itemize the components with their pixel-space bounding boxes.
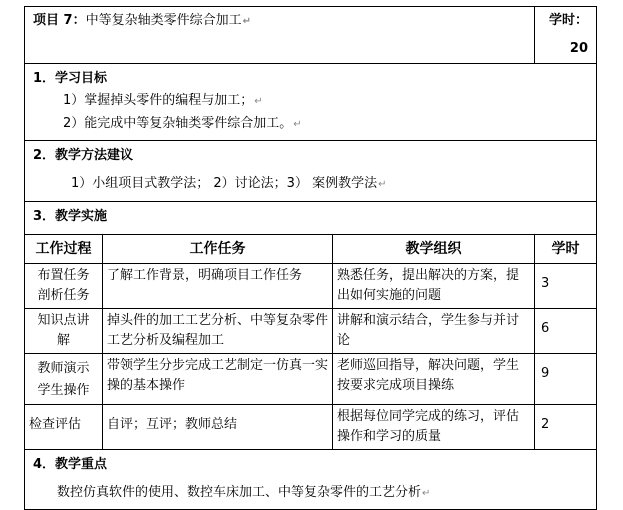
section-methods — [25, 141, 597, 202]
section-title: 1．学习目标 — [33, 71, 108, 86]
project-prefix: 项目 7： — [33, 13, 86, 28]
process-cell: 布置任务 剖析任务 — [25, 264, 103, 309]
table-row — [25, 405, 597, 450]
task-cell: 掉头件的加工工艺分析、中等复杂零件工艺分析及编程加工 — [103, 309, 333, 354]
column-header: 学时 — [535, 235, 597, 264]
hours-cell: 6 — [535, 309, 597, 354]
paragraph-mark-icon: ↵ — [242, 16, 251, 27]
hours-cell: 2 — [535, 405, 597, 450]
column-header: 教学组织 — [333, 235, 535, 264]
hours-cell: 3 — [535, 264, 597, 309]
organization-cell: 根据每位同学完成的练习，评估操作和学习的质量 — [333, 405, 535, 450]
section-objectives — [25, 64, 597, 141]
process-cell: 教师演示 学生操作 — [25, 354, 103, 405]
objective-item: 2）能完成中等复杂轴类零件综合加工。↵ — [63, 116, 302, 131]
hours-cell: 9 — [535, 354, 597, 405]
objective-item: 1）掌握掉头零件的编程与加工；↵ — [63, 93, 263, 108]
section-title: 3．教学实施 — [33, 209, 108, 224]
organization-cell: 讲解和演示结合，学生参与并讨论 — [333, 309, 535, 354]
section-implementation — [25, 202, 597, 235]
lesson-plan-table — [24, 6, 597, 510]
header-row — [25, 7, 597, 64]
organization-cell: 老师巡回指导，解决问题，学生按要求完成项目操练 — [333, 354, 535, 405]
implementation-header-row — [25, 235, 597, 264]
project-title: 中等复杂轴类零件综合加工 — [85, 13, 242, 28]
project-title-cell — [25, 7, 535, 64]
key-points-text: 数控仿真软件的使用、数控车床加工、中等复杂零件的工艺分析↵ — [57, 485, 431, 500]
lesson-plan-document — [24, 6, 596, 510]
process-cell: 检查评估 — [25, 405, 103, 450]
total-hours: 学时：20 — [549, 13, 589, 56]
process-cell: 知识点讲 解 — [25, 309, 103, 354]
methods-text: 1）小组项目式教学法； 2）讨论法；3） 案例教学法↵ — [71, 176, 387, 191]
task-cell: 带领学生分步完成工艺制定一仿真一实操的基本操作 — [103, 354, 333, 405]
organization-cell: 熟悉任务，提出解决的方案，提出如何实施的问题 — [333, 264, 535, 309]
column-header: 工作过程 — [25, 235, 103, 264]
table-row — [25, 264, 597, 309]
section-title: 4．教学重点 — [33, 457, 108, 472]
task-cell: 了解工作背景，明确项目工作任务 — [103, 264, 333, 309]
section-title: 2．教学方法建议 — [33, 148, 134, 163]
section-key-points — [25, 450, 597, 510]
table-row — [25, 309, 597, 354]
task-cell: 自评；互评；教师总结 — [103, 405, 333, 450]
total-hours-cell — [535, 7, 597, 64]
column-header: 工作任务 — [103, 235, 333, 264]
table-row — [25, 354, 597, 405]
